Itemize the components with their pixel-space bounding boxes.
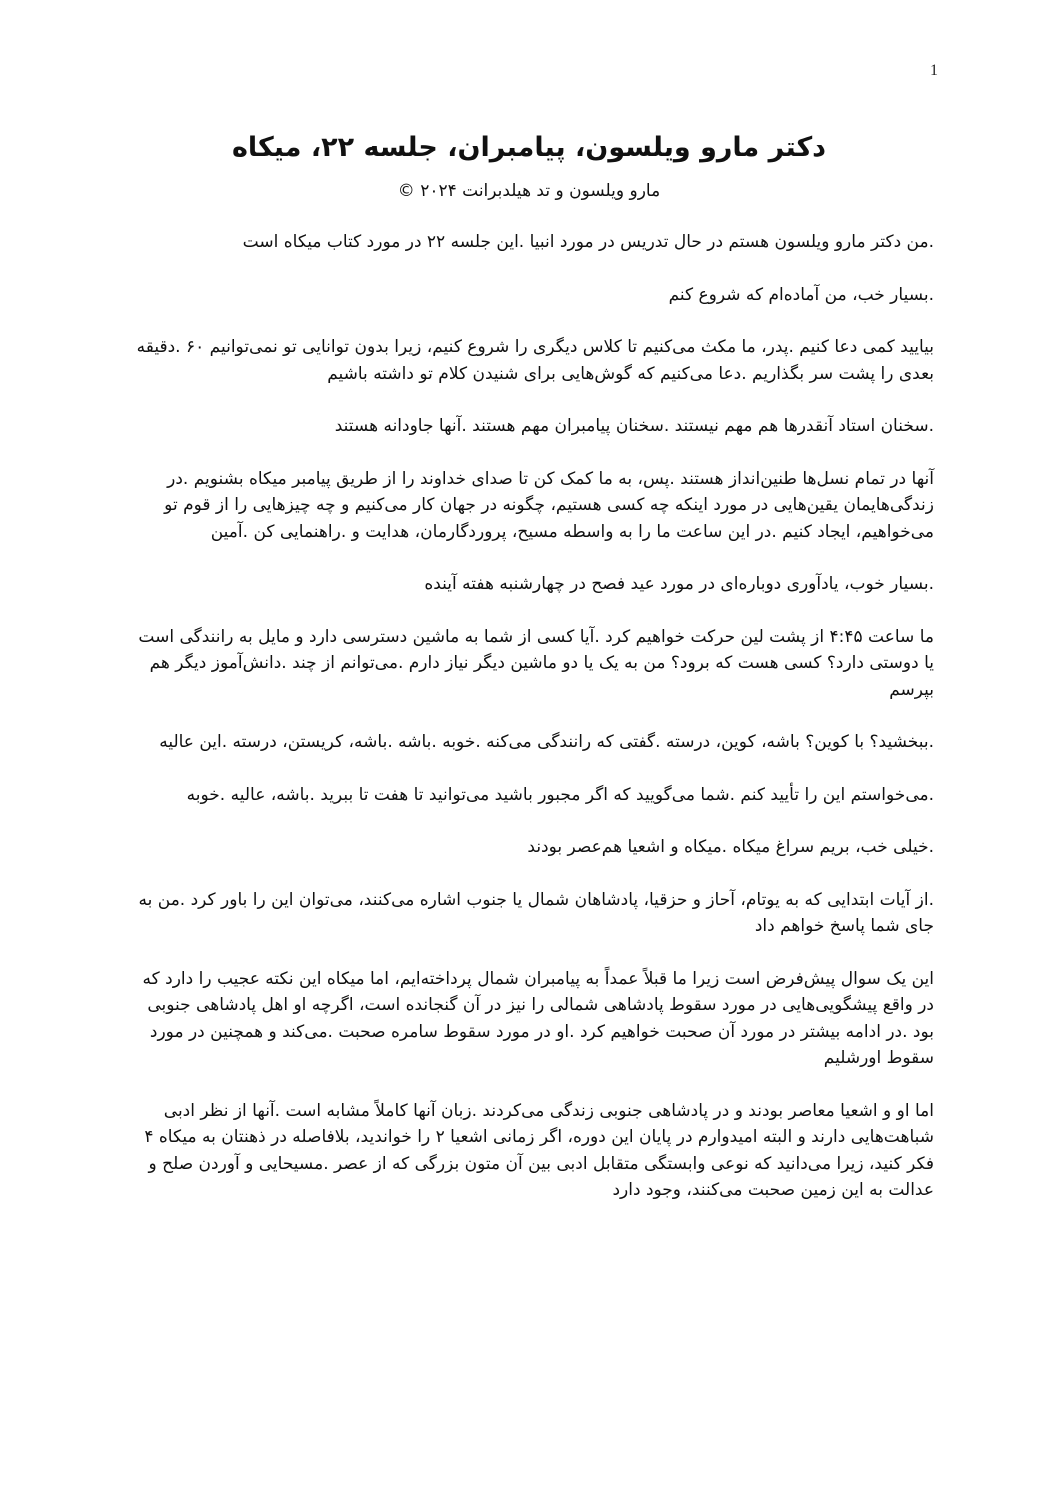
paragraph: .ببخشید؟ با کوین؟ باشه، کوین، درسته .گفتی که رانندگی می‌کنه .خوبه .باشه .باشه، کریستن، درسته .این عالیه xyxy=(159,732,934,752)
paragraph: .می‌خواستم این را تأیید کنم .شما می‌گویید که اگر مجبور باشید می‌توانید تا هفت تا ببرید .باشه، عالیه .خوبه xyxy=(186,784,934,805)
paragraph: .بسیار خب، من آماده‌ام که شروع کنم xyxy=(668,284,934,305)
page-number: 1 xyxy=(930,62,938,79)
document-title: دکتر مارو ویلسون، پیامبران، جلسه ۲۲، میکاه xyxy=(231,132,827,163)
paragraph: بیایید کمی دعا کنیم .پدر، ما مکث می‌کنیم تا کلاس دیگری را شروع کنیم، زیرا بدون توانایی تو نمی‌توانیم ۶۰ .دقیقه بعدی را پشت سر بگذاریم .دعا می‌کنیم که گوش‌هایی برای شنیدن کلام تو داشته باشیم xyxy=(136,337,934,384)
paragraph: .از آیات ابتدایی که به یوتام، آحاز و حزقیا، پادشاهان شمال یا جنوب اشاره می‌کنند، می‌توان این را باور کرد .من به جای شما پاسخ خواهم داد xyxy=(138,889,934,936)
paragraph: ما ساعت ۴:۴۵ از پشت لین حرکت خواهیم کرد .آیا کسی از شما به ماشین دسترسی دارد و مایل به رانندگی است یا دوستی دارد؟ کسی هست که برود؟ من به یک یا دو ماشین دیگر نیاز دارم .می‌توانم از چند .دانش‌آموز دیگر هم بپرسم xyxy=(138,626,934,700)
paragraph: .بسیار خوب، یادآوری دوباره‌ای در مورد عید فصح در چهارشنبه هفته آینده xyxy=(424,574,934,594)
paragraph: .من دکتر مارو ویلسون هستم در حال تدریس در مورد انبیا .این جلسه ۲۲ در مورد کتاب میکاه است xyxy=(242,232,934,252)
paragraph: .خیلی خب، بریم سراغ میکاه .میکاه و اشعیا هم‌عصر بودند xyxy=(527,837,934,857)
paragraph: این یک سوال پیش‌فرض است زیرا ما قبلاً عمداً به پیامبران شمال پرداخته‌ایم، اما میکاه این نکته عجیب را دارد که در واقع پیشگویی‌هایی در مورد سقوط پادشاهی شمالی را نیز در آن گنجانده است، اگرچه او اهل پادشاهی جنوبی بود .در ادامه بیشتر در مورد آن صحبت خواهیم کرد .او در مورد سقوط سامره صحبت .می‌کند و همچنین در مورد سقوط اورشلیم xyxy=(142,968,934,1068)
copyright-line: مارو ویلسون و تد هیلدبرانت ۲۰۲۴ © xyxy=(397,181,661,201)
paragraph: .سخنان استاد آنقدرها هم مهم نیستند .سخنان پیامبران مهم هستند .آنها جاودانه هستند xyxy=(334,416,934,436)
paragraph: آنها در تمام نسل‌ها طنین‌انداز هستند .پس، به ما کمک کن تا صدای خداوند را از طریق پیامبر میکاه بشنویم .در زندگی‌هایمان یقین‌هایی در مورد اینکه چه کسی هستیم، چگونه در جهان کار می‌کنیم و چه چیزهایی را از قوم تو می‌خواهیم، ایجاد کنیم .در این ساعت ما را به واسطه مسیح، پروردگارمان، هدایت و .راهنمایی کن .آمین xyxy=(164,468,934,542)
body-text xyxy=(128,229,934,1230)
paragraph: اما او و اشعیا معاصر بودند و در پادشاهی جنوبی زندگی می‌کردند .زبان آنها کاملاً مشابه است .آنها از نظر ادبی شباهت‌هایی دارند و البته امیدوارم در پایان این دوره، اگر زمانی اشعیا ۲ را خواندید، بلافاصله در ذهنتان به میکاه ۴ فکر کنید، زیرا می‌دانید که نوعی وابستگی متقابل ادبی بین آن متون بزرگی که از عصر .مسیحایی و آوردن صلح و عدالت به این زمین صحبت می‌کنند، وجود دارد xyxy=(144,1100,934,1200)
